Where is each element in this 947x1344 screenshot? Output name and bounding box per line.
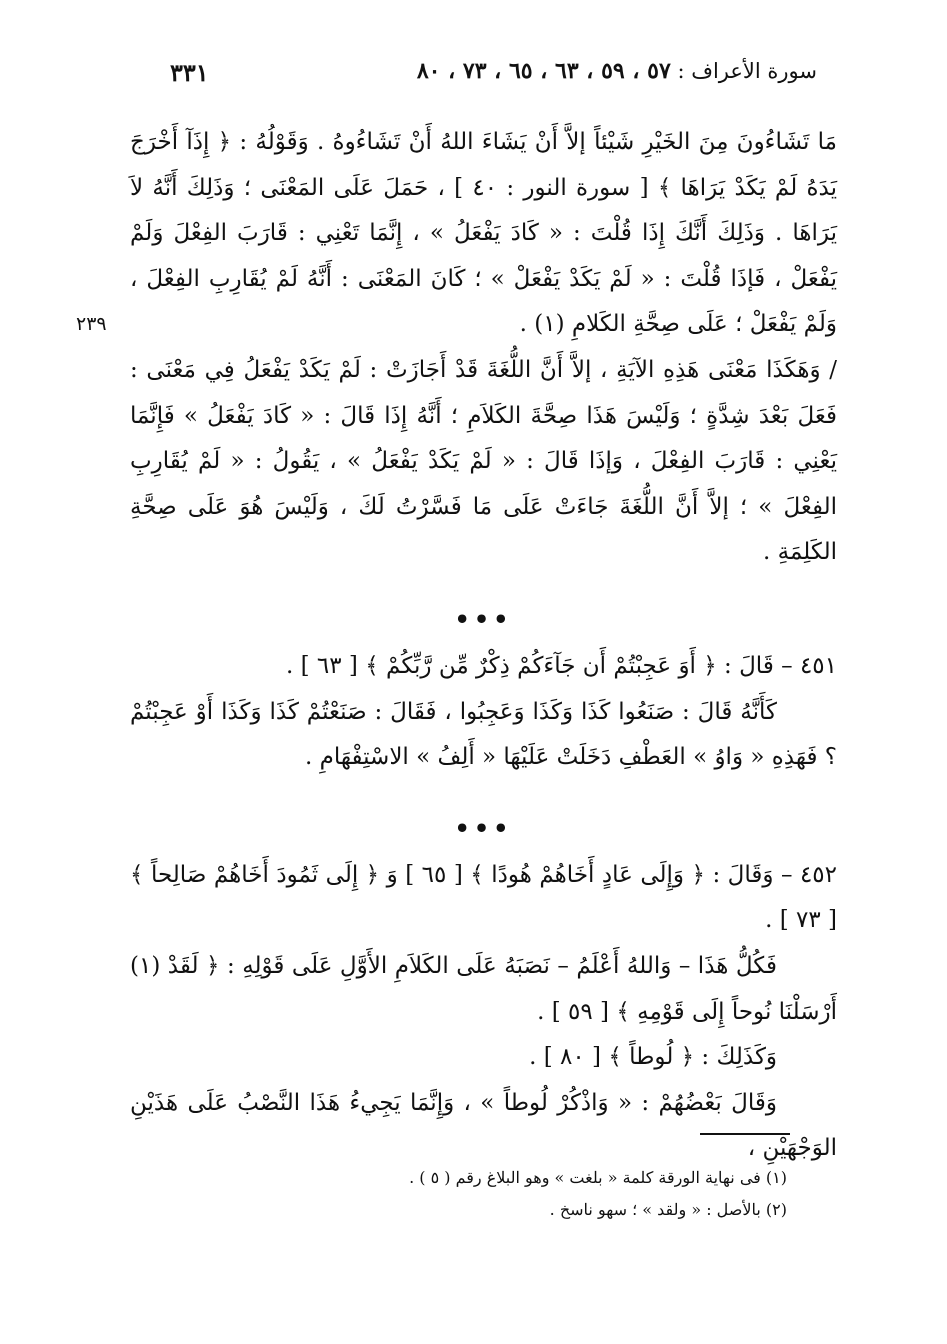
surah-name: سورة الأعراف :: [677, 59, 817, 83]
footnote-divider: [700, 1133, 790, 1135]
page-number: ٣٣١: [170, 58, 209, 87]
section-separator: •••: [454, 813, 513, 843]
section-separator: •••: [454, 604, 513, 634]
main-text: [130, 120, 837, 1172]
entry-452-text: وَقَالَ بَعْضُهُمْ : « وَاذْكُرْ لُوطاً » ، وَإِنَّمَا يَجِيءُ هَذَا النَّصْبُ عَلَى هَذَيْنِ الوَجْهَيْنِ ،: [130, 1089, 837, 1162]
footnotes: [130, 1162, 787, 1226]
entry-451-heading: ٤٥١ – قَالَ : ﴿ أَوَ عَجِبْتُمْ أَن جَآءَكُمْ ذِكْرٌ مِّن رَّبِّكُمْ ﴾ [ ٦٣ ] .: [286, 652, 837, 679]
running-head: [417, 58, 817, 84]
verse-numbers: ٥٧ ، ٥٩ ، ٦٣ ، ٦٥ ، ٧٣ ، ٨٠: [416, 58, 671, 84]
margin-folio-number: ٢٣٩: [76, 313, 107, 335]
entry-452-text: فَكُلُّ هَذَا – وَاللهُ أَعْلَمُ – نَصَبَهُ عَلَى الكَلاَمِ الأَوَّلِ عَلَى قَوْلِهِ : ﴿ لَقَدْ (١) أَرْسَلْنَا نُوحاً إِلَى قَوْمِهِ ﴾ [ ٥٩ ] .: [130, 952, 837, 1025]
paragraph: / وَهَكَذَا مَعْنَى هَذِهِ الآيَةِ ، إلاَّ أَنَّ اللُّغَةَ قَدْ أَجَازَتْ : لَمْ يَكَدْ يَفْعَلُ فِي مَعْنَى : فَعَلَ بَعْدَ شِدَّةٍ ؛ وَلَيْسَ هَذَا صِحَّةَ الكَلاَمِ ؛ أَنَّهُ إِذَا قَالَ : « كَادَ يَفْعَلُ » فَإِنَّمَا يَعْنِي : قَارَبَ الفِعْلَ ، وَإذَا قَالَ : « لَمْ يَكَدْ يَفْعَلُ » ، يَقُولُ : « لَمْ يُقَارِبِ الفِعْلَ » ؛ إلاَّ أَنَّ اللُّغَةَ جَاءَتْ عَلَى مَا فَسَّرْتُ لَكَ ، وَلَيْسَ هُوَ عَلَى صِحَّةِ الكَلِمَةِ .: [130, 356, 837, 566]
footnote: (١) فى نهاية الورقة كلمة « بلغت » وهو البلاغ رقم ( ٥ ) .: [409, 1168, 787, 1187]
entry-452-heading: ٤٥٢ – وَقَالَ : ﴿ وَإِلَى عَادٍ أَخَاهُمْ هُودًا ﴾ [ ٦٥ ] وَ ﴿ إِلَى ثَمُودَ أَخَاهُمْ صَالِحاً ﴾ [ ٧٣ ] .: [130, 861, 837, 934]
paragraph: مَا تَشَاءُونَ مِنَ الخَيْرِ شَيْئاً إلاَّ أَنْ يَشَاءَ اللهُ أَنْ تَشَاءُوهُ . وَقَوْلُهُ : ﴿ إِذَآ أَخْرَجَ يَدَهُ لَمْ يَكَدْ يَرَاهَا ﴾ [ سورة النور : ٤٠ ] ، حَمَلَ عَلَى المَعْنَى ؛ وَذَلِكَ أَنَّهُ لاَ يَرَاهَا . وَذَلِكَ أَنَّكَ إِذَا قُلْتَ : « كَادَ يَفْعَلُ » ، إِنَّمَا تَعْنِي : قَارَبَ الفِعْلَ وَلَمْ يَفْعَلْ ، فَإذَا قُلْتَ : « لَمْ يَكَدْ يَفْعَلْ » ؛ كَانَ المَعْنَى : أَنَّهُ لَمْ يُقَارِبِ الفِعْلَ ، وَلَمْ يَفْعَلْ ؛ عَلَى صِحَّةِ الكَلامِ (١) .: [130, 129, 837, 338]
entry-451-text: كَأَنَّهُ قَالَ : صَنَعُوا كَذَا وَكَذَا وَعَجِبُوا ، فَقَالَ : صَنَعْتُمْ كَذَا وَكَذَا أَوْ عَجِبْتُمْ ؟ فَهَذِهِ « وَاوُ » العَطْفِ دَخَلَتْ عَلَيْهَا « أَلِفُ » الاسْتِفْهَامِ .: [130, 698, 837, 771]
entry-452-text: وَكَذَلِكَ : ﴿ لُوطاً ﴾ [ ٨٠ ] .: [529, 1044, 777, 1071]
footnote: (٢) بالأصل : « ولقد » ؛ سهو ناسخ .: [549, 1200, 787, 1219]
page-header: [130, 58, 817, 94]
